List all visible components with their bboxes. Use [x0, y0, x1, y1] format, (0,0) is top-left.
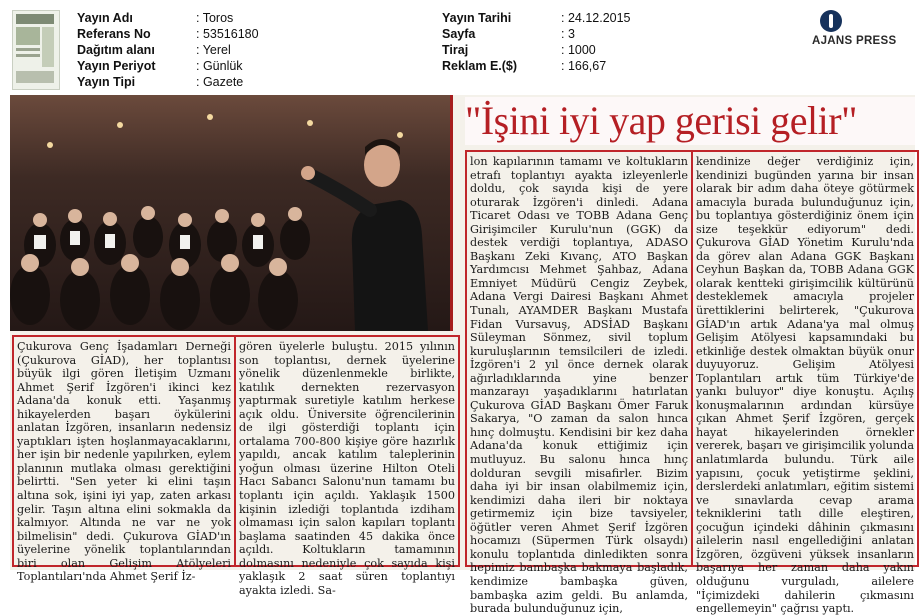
dagitim-label: Dağıtım alanı	[77, 43, 155, 57]
yayin-adi-value: : Toros	[196, 11, 234, 25]
yayin-adi-label: Yayın Adı	[77, 11, 133, 25]
newspaper-page-thumbnail	[12, 10, 60, 90]
sayfa-label: Sayfa	[442, 27, 476, 41]
dagitim-value: : Yerel	[196, 43, 231, 57]
tiraj-label: Tiraj	[442, 43, 469, 57]
article-column-3: lon kapılarının tamamı ve koltukların etrafı toplantıyı ayakta izleyenlerle doldu, çok sayıda kişi de yere oturarak İzgören'i dinledi. Adana Ticaret Odası ve TOBB Adana Genç Girişimciler Kurulu'nun (GGK) da destek verdiği toplantıya, ADASO Başkanı Zeki Kıvanç, ATO Başkan Yardımcısı Mehmet Şahbaz, Adana Emniyet Müdürü Cengiz Zeybek, Adana Vergi Dairesi Başkanı Ahmet Tunalı, AYAMDER Başkanı Mustafa Fidan Vursavuş, ADSİAD Başkanı Süleyman Sönmez, sivil toplum kuruluşlarının temsilcileri de izledi. İzgören'i 2 yıl önce dernek olarak ağırladıklarında yine benzer manzarayı yaşadıklarını hatırlatan Çukurova GİAD Başkanı Ömer Faruk Sakarya, "O zaman da salon hınca hınç dolmuştu. Kendisini bir kez daha Adana'da konuk ettiğimiz için mutluyuz. Bu salonu hınca hınç dolduran sevgili misafirler. Bizim daha iyi bir insan olabilmemiz için, kendimizi daha ileri bir noktaya getirmemiz için bize tavsiyeler, öğütler veren Ahmet Şerif İzgören hocamızı (Süpermen Türk olsaydı) konulu toplantıda dinledikten sonra hepimiz bambaşka bakmaya başladık, kendimize bambaşka güven, bambaşka azim geldi. Bu anlamda, burada bulunduğunuz için,	[465, 150, 693, 567]
tarih-value: : 24.12.2015	[561, 11, 631, 25]
audience-speaker-illustration	[10, 95, 450, 331]
sayfa-value: : 3	[561, 27, 575, 41]
periyot-value: : Günlük	[196, 59, 243, 73]
ajans-press-logo-icon	[820, 10, 842, 32]
article-column-4: kendinize değer verdiğiniz için, kendinizi bugünden yarına bir insan olarak bir adım daha öteye götürmek amacıyla burada bulunduğunuz için, bu toplantıya gösterdiğiniz önem için size teşekkür ediyorum" dedi. Çukurova GİAD Yönetim Kurulu'nda da görev alan Adana GGK Başkanı Ceyhun Başkan da, TOBB Adana GGK olarak kentteki girişimcilik kültürünü desteklemek amacıyla projeler ürettiklerini belirterek, "Çukurova GİAD'ın artık Adana'ya mal olmuş Gelişim Atölyesi kapsamındaki bu etkinliğe destek olmaktan büyük onur duyuyoruz. Gelişim Atölyesi Toplantıları artık tüm Türkiye'de yankı buluyor" diye konuştu. Açılış konuşmalarının ardından kürsüye çıkan Ahmet Şerif İzgören, gerçek hayat hikayelerinden örnekler vererek, başarı ve girişimcilik yolunda anlatımlarda bulundu. Türk aile yapısını, çocuk yetiştirme şeklini, derslerdeki anlatımları, eğitim sistemi ve sınavlarda cevap arama tekniklerini tatlı dille eleştiren, çocuğun içindeki dâhinin çıkmasını ailelerin nasıl engellediğini anlatan İzgören, özgüveni yüksek insanların başarıya her zaman daha yakın olduğunu vurguladı, ailelere "İçimizdeki dahilerin çıkmasını engellemeyin" çağrısı yaptı.	[691, 150, 919, 567]
newspaper-clipping	[10, 95, 915, 616]
tipi-label: Yayın Tipi	[77, 75, 136, 89]
reklam-label: Reklam E.($)	[442, 59, 518, 73]
ajans-press-logo	[812, 10, 912, 50]
periyot-label: Yayın Periyot	[77, 59, 156, 73]
tiraj-value: : 1000	[561, 43, 596, 57]
tarih-label: Yayın Tarihi	[442, 11, 512, 25]
event-photo	[10, 95, 453, 331]
referans-label: Referans No	[77, 27, 151, 41]
article-column-1: Çukurova Genç İşadamları Derneği (Çukurova GİAD), her toplantısı büyük ilgi gören İletişim Uzmanı Ahmet Şerif İzgören'i ikinci kez Adana'da konuk etti. Yaşanmış hikayelerden başarı öykülerini anlatan İzgören, insanların nedensiz yaptıkları işten hoşlanmayacaklarını, her işin bir nedenle yapılırken, eylem planının mutlaka olması gerektiğini belirtti. "Sen yeter ki elini taşın altına sok, işini iyi yap, zaten arkası gelir. Taşın altına elini sokmakla da kalmıyor. Altında ne var ne yok bilmelisin" dedi. Çukurova GİAD'ın üyelerine yönelik toplantılarından biri olan Gelişim Atölyeleri Toplantıları'nda Ahmet Şerif İz-	[12, 335, 236, 567]
headline: "İşini iyi yap gerisi gelir"	[465, 97, 915, 145]
article-column-2: gören üyelerle buluştu. 2015 yılının son toplantısı, dernek üyelerine yönelik düzenlenmekle birlikte, katılık dernekten rezervasyon yaptırmak suretiyle katılım herkese açık oldu. Üniversite öğrencilerinin de ilgi gösterdiği toplantı için ortalama 700-800 kişiye göre hazırlık yapıldı, ancak katılım taleplerinin yoğun olması üzerine Hilton Oteli Hacı Sabancı Salonu'nun tamamı bu toplantı için açıldı. Yaklaşık 1500 kişinin izlediği toplantıda izdiham olmaması için salon kapıları toplantı başlama saatinden 45 dakika önce açıldı. Koltukların tamamının dolmasını nedeniyle çok sayıda kişi yaklaşık 2 saat süren toplantıyı ayakta izledi. Sa-	[234, 335, 460, 567]
referans-value: : 53516180	[196, 27, 259, 41]
logo-text: AJANS PRESS	[812, 35, 897, 47]
reklam-value: : 166,67	[561, 59, 607, 73]
tipi-value: : Gazete	[196, 75, 244, 89]
